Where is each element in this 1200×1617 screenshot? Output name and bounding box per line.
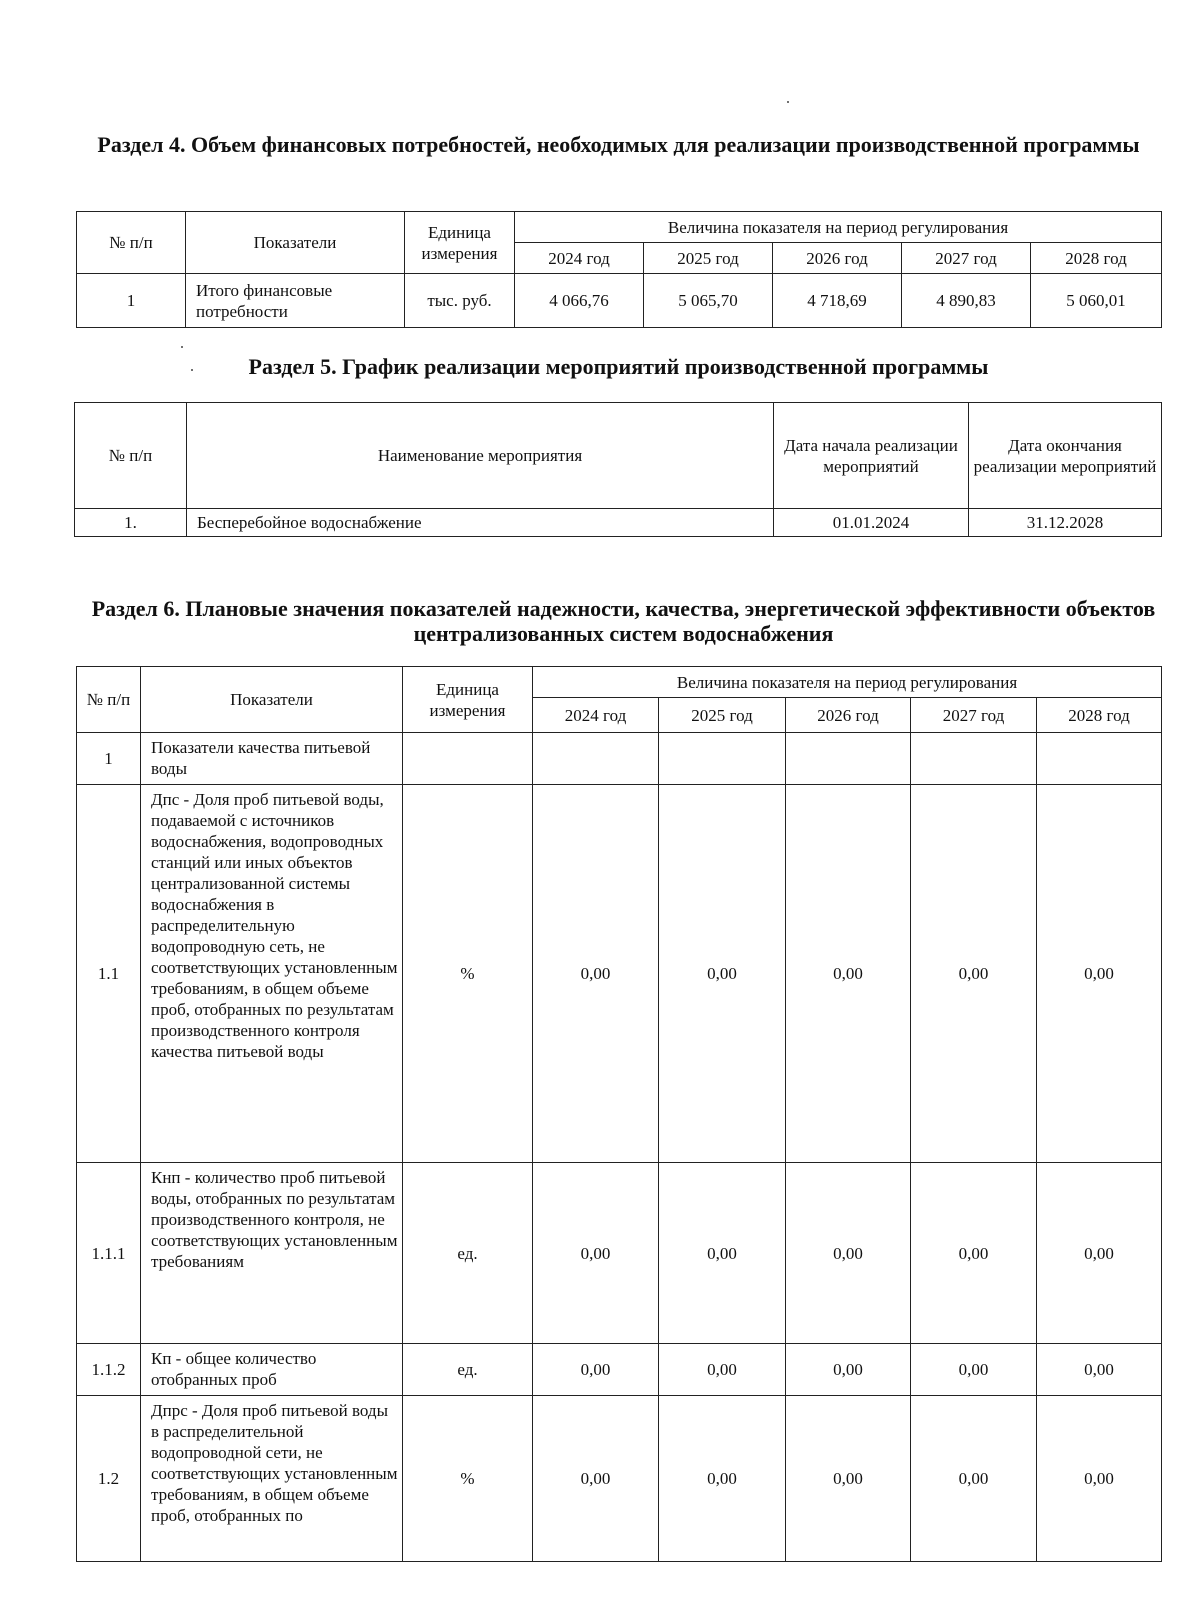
header-period: Величина показателя на период регулирования <box>515 212 1162 243</box>
table-row <box>77 1344 1162 1396</box>
header-indicator: Показатели <box>141 667 403 733</box>
row-name: Бесперебойное водоснабжение <box>187 509 774 537</box>
row-value <box>911 733 1037 785</box>
table-row <box>77 1163 1162 1344</box>
row-value: 0,00 <box>911 1163 1037 1344</box>
header-unit: Единица измерения <box>403 667 533 733</box>
row-value: 0,00 <box>533 1396 659 1562</box>
year-header: 2024 год <box>515 243 644 274</box>
row-value: 0,00 <box>786 1163 911 1344</box>
row-value <box>533 733 659 785</box>
header-period: Величина показателя на период регулирования <box>533 667 1162 698</box>
row-value: 0,00 <box>911 1344 1037 1396</box>
row-value: 0,00 <box>533 785 659 1163</box>
section6-table <box>76 666 1162 1562</box>
row-unit <box>403 733 533 785</box>
row-unit: тыс. руб. <box>405 274 515 328</box>
year-header: 2025 год <box>659 698 786 733</box>
year-header: 2028 год <box>1037 698 1162 733</box>
row-indicator: Итого финансовые потребности <box>186 274 405 328</box>
header-num: № п/п <box>77 667 141 733</box>
row-indicator: Показатели качества питьевой воды <box>141 733 403 785</box>
row-value: 0,00 <box>659 785 786 1163</box>
row-indicator: Дпс - Доля проб питьевой воды, подаваемой с источников водоснабжения, водопроводных станций или иных объектов централизованной системы водоснабжения в распределительную водопроводную сеть, не соответствующих установленным требованиям, в общем объеме проб, отобранных по результатам производственного контроля качества питьевой воды <box>141 785 403 1163</box>
year-header: 2025 год <box>644 243 773 274</box>
row-value: 0,00 <box>533 1344 659 1396</box>
table-row <box>77 785 1162 1163</box>
scan-speck <box>181 346 183 348</box>
year-header: 2026 год <box>773 243 902 274</box>
row-value: 0,00 <box>1037 1344 1162 1396</box>
row-value: 0,00 <box>786 785 911 1163</box>
scan-speck <box>787 101 789 103</box>
header-end-date: Дата окончания реализации мероприятий <box>969 403 1162 509</box>
section6-title: Раздел 6. Плановые значения показателей надежности, качества, энергетической эффективности объектов централизованных систем водоснабжения <box>91 596 1156 646</box>
section4-title: Раздел 4. Объем финансовых потребностей, необходимых для реализации производственной программы <box>97 132 1140 157</box>
table-row <box>77 733 1162 785</box>
header-name: Наименование мероприятия <box>187 403 774 509</box>
row-indicator: Кнп - количество проб питьевой воды, отобранных по результатам производственного контроля, не соответствующих установленным требованиям <box>141 1163 403 1344</box>
year-header: 2028 год <box>1031 243 1162 274</box>
row-value: 4 066,76 <box>515 274 644 328</box>
table-row <box>75 509 1162 537</box>
row-value <box>786 733 911 785</box>
section4-table <box>76 211 1162 328</box>
row-value: 0,00 <box>911 785 1037 1163</box>
table-row <box>77 274 1162 328</box>
row-value <box>659 733 786 785</box>
row-value <box>1037 733 1162 785</box>
row-end-date: 31.12.2028 <box>969 509 1162 537</box>
row-value: 0,00 <box>786 1396 911 1562</box>
header-num: № п/п <box>75 403 187 509</box>
row-num: 1.1.2 <box>77 1344 141 1396</box>
row-unit: ед. <box>403 1163 533 1344</box>
row-num: 1.1.1 <box>77 1163 141 1344</box>
table-row <box>77 1396 1162 1562</box>
row-value: 0,00 <box>786 1344 911 1396</box>
header-unit: Единица измерения <box>405 212 515 274</box>
header-num: № п/п <box>77 212 186 274</box>
row-value: 0,00 <box>911 1396 1037 1562</box>
row-unit: ед. <box>403 1344 533 1396</box>
row-value: 4 718,69 <box>773 274 902 328</box>
row-unit: % <box>403 1396 533 1562</box>
row-value: 0,00 <box>659 1344 786 1396</box>
header-start-date: Дата начала реализации мероприятий <box>774 403 969 509</box>
row-value: 5 065,70 <box>644 274 773 328</box>
row-num: 1 <box>77 274 186 328</box>
row-value: 0,00 <box>1037 1396 1162 1562</box>
row-value: 0,00 <box>1037 1163 1162 1344</box>
row-num: 1. <box>75 509 187 537</box>
row-num: 1.2 <box>77 1396 141 1562</box>
section5-table <box>74 402 1162 537</box>
header-indicator: Показатели <box>186 212 405 274</box>
row-num: 1.1 <box>77 785 141 1163</box>
row-num: 1 <box>77 733 141 785</box>
year-header: 2027 год <box>911 698 1037 733</box>
row-unit: % <box>403 785 533 1163</box>
row-value: 0,00 <box>659 1163 786 1344</box>
row-indicator: Дпрс - Доля проб питьевой воды в распределительной водопроводной сети, не соответствующих установленным требованиям, в общем объеме проб, отобранных по <box>141 1396 403 1562</box>
year-header: 2026 год <box>786 698 911 733</box>
year-header: 2024 год <box>533 698 659 733</box>
row-value: 4 890,83 <box>902 274 1031 328</box>
row-start-date: 01.01.2024 <box>774 509 969 537</box>
row-value: 0,00 <box>1037 785 1162 1163</box>
row-value: 5 060,01 <box>1031 274 1162 328</box>
section5-title: Раздел 5. График реализации мероприятий производственной программы <box>248 354 989 379</box>
row-value: 0,00 <box>533 1163 659 1344</box>
row-value: 0,00 <box>659 1396 786 1562</box>
year-header: 2027 год <box>902 243 1031 274</box>
row-indicator: Кп - общее количество отобранных проб <box>141 1344 403 1396</box>
